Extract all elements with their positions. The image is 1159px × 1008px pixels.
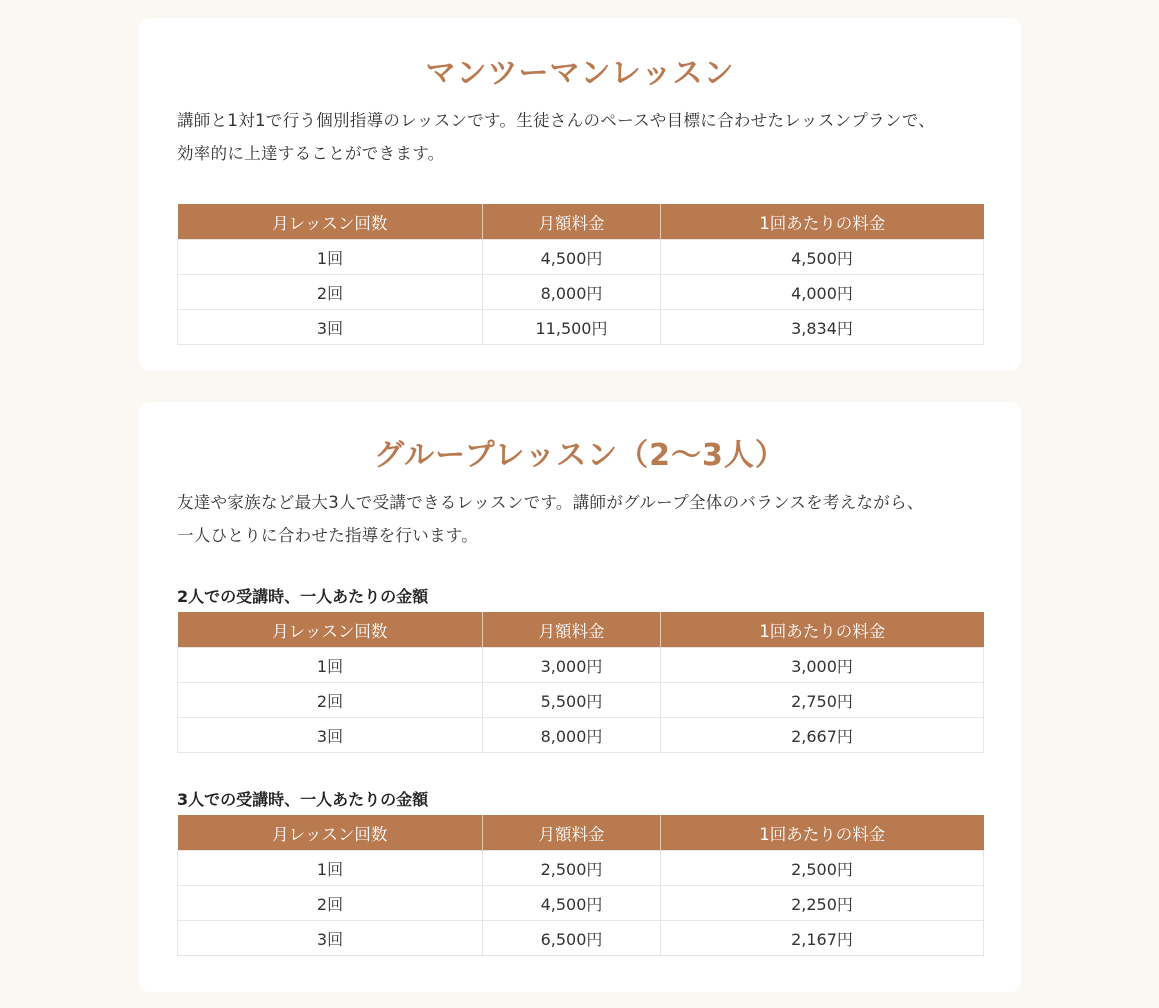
- table-row: [178, 921, 984, 956]
- table-row: [178, 683, 984, 718]
- table-cell: 2回: [178, 275, 483, 310]
- table-row: [178, 886, 984, 921]
- table-cell: 11,500円: [483, 310, 661, 345]
- column-header: 1回あたりの料金: [661, 815, 984, 851]
- description-line: 友達や家族など最大3人で受講できるレッスンです。講師がグループ全体のバランスを考えながら、: [177, 493, 924, 512]
- table-cell: 4,500円: [661, 240, 984, 275]
- column-header: 月額料金: [483, 612, 661, 648]
- section-description: [177, 486, 983, 552]
- price-table: [177, 204, 984, 345]
- table-caption: 3人での受講時、一人あたりの金額: [177, 790, 429, 809]
- table-cell: 1回: [178, 240, 483, 275]
- table-row: [178, 275, 984, 310]
- group-lesson-card: [139, 402, 1021, 992]
- description-line: 効率的に上達することができます。: [177, 144, 445, 163]
- column-header: 1回あたりの料金: [661, 612, 984, 648]
- column-header: 月レッスン回数: [178, 204, 483, 240]
- section-description: [177, 104, 983, 170]
- section-title: グループレッスン（2〜3人）: [374, 438, 786, 473]
- table-cell: 5,500円: [483, 683, 661, 718]
- table-row: [178, 310, 984, 345]
- table-cell: 2,667円: [661, 718, 984, 753]
- table-cell: 1回: [178, 648, 483, 683]
- table-cell: 2,500円: [483, 851, 661, 886]
- table-cell: 2回: [178, 683, 483, 718]
- table-cell: 2,750円: [661, 683, 984, 718]
- table-cell: 8,000円: [483, 718, 661, 753]
- price-table: [177, 815, 984, 956]
- private-lesson-card: [139, 18, 1021, 370]
- table-cell: 3,000円: [483, 648, 661, 683]
- table-cell: 3回: [178, 921, 483, 956]
- column-header: 月額料金: [483, 815, 661, 851]
- table-cell: 2,167円: [661, 921, 984, 956]
- table-cell: 2回: [178, 886, 483, 921]
- table-cell: 2,500円: [661, 851, 984, 886]
- table-header-row: [178, 612, 984, 648]
- column-header: 1回あたりの料金: [661, 204, 984, 240]
- column-header: 月レッスン回数: [178, 815, 483, 851]
- table-header-row: [178, 815, 984, 851]
- table-row: [178, 718, 984, 753]
- table-row: [178, 240, 984, 275]
- table-cell: 3,000円: [661, 648, 984, 683]
- table-cell: 1回: [178, 851, 483, 886]
- table-caption: 2人での受講時、一人あたりの金額: [177, 587, 429, 606]
- table-cell: 6,500円: [483, 921, 661, 956]
- description-line: 講師と1対1で行う個別指導のレッスンです。生徒さんのペースや目標に合わせたレッスンプランで、: [177, 111, 935, 130]
- table-cell: 3,834円: [661, 310, 984, 345]
- description-line: 一人ひとりに合わせた指導を行います。: [177, 526, 479, 545]
- table-cell: 4,500円: [483, 240, 661, 275]
- table-row: [178, 851, 984, 886]
- section-title: マンツーマンレッスン: [425, 56, 735, 91]
- table-cell: 2,250円: [661, 886, 984, 921]
- table-cell: 3回: [178, 718, 483, 753]
- column-header: 月額料金: [483, 204, 661, 240]
- table-row: [178, 648, 984, 683]
- table-header-row: [178, 204, 984, 240]
- price-table: [177, 612, 984, 753]
- table-cell: 4,500円: [483, 886, 661, 921]
- table-cell: 4,000円: [661, 275, 984, 310]
- table-cell: 3回: [178, 310, 483, 345]
- table-cell: 8,000円: [483, 275, 661, 310]
- column-header: 月レッスン回数: [178, 612, 483, 648]
